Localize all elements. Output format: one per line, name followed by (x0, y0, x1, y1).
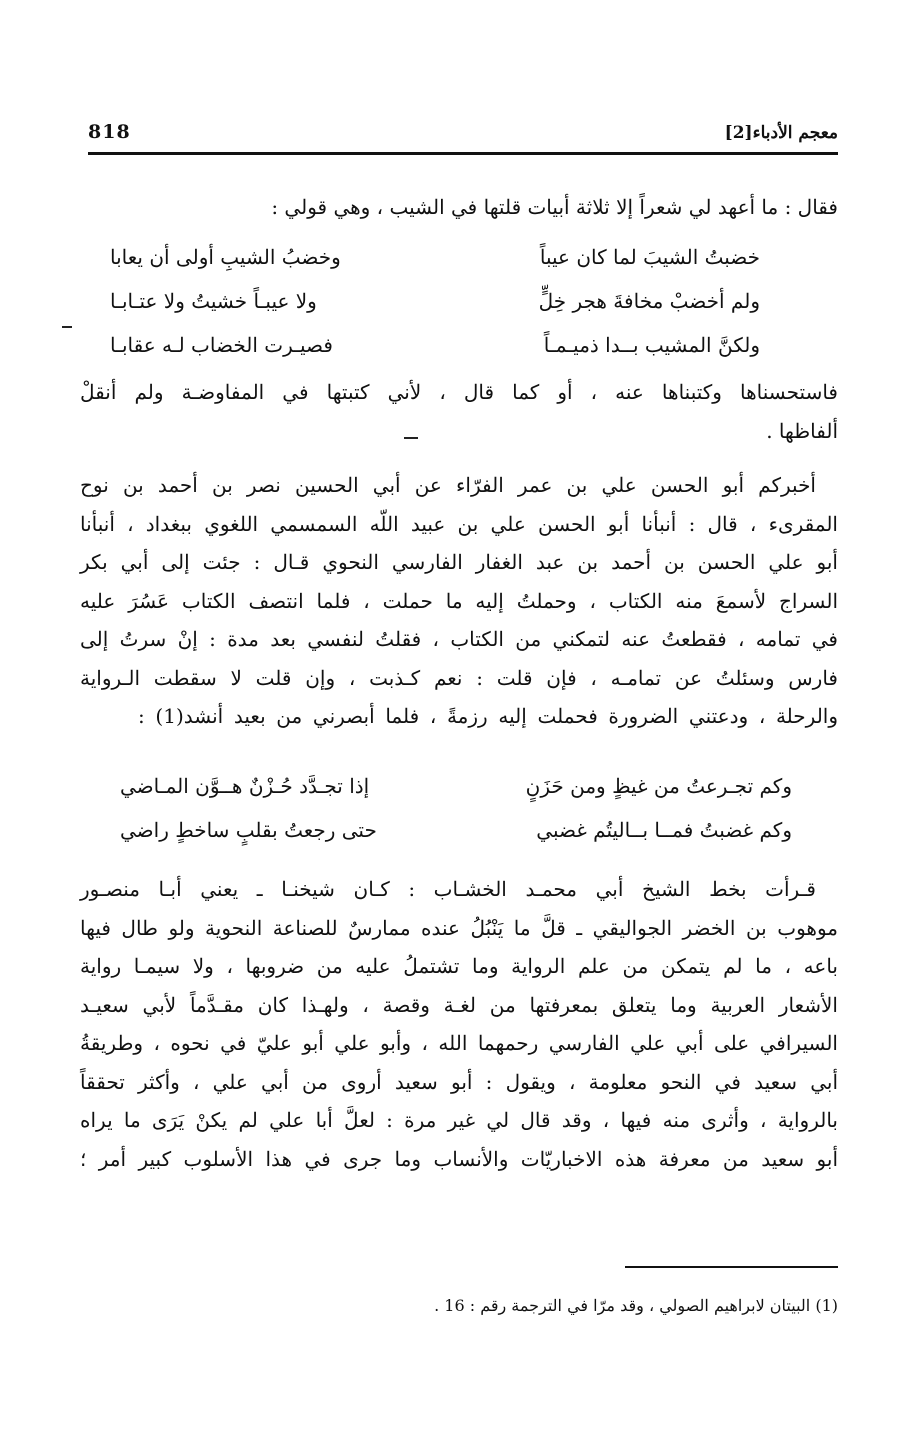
page-number: 818 (88, 121, 131, 143)
text-line: ألفاظها . (766, 418, 838, 443)
paragraph-isnad (80, 466, 838, 736)
text-line: باعه ، ما لم يتمكن من علم الرواية وما تشتملُ عليه من ضروبها ، ولا سيمـا رواية (80, 954, 838, 978)
text-line: فاستحسناها وكتبناها عنه ، أو كما قال ، لأني كتبتها في المفاوضـة ولم أنقلْ (80, 380, 838, 404)
verse-second-hemistich: ولا عيبـاً خشيتُ ولا عتـابـا (110, 289, 317, 313)
text-line: في تمامه ، فقطعتُ عنه لتمكني من الكتاب ، فقلتُ لنفسي بعد مدة : إنْ سرتُ إلى (80, 627, 838, 651)
text-line: أخبركم أبو الحسن علي بن عمر الفرّاء عن أبي الحسين نصر بن أحمد بن نوح (80, 473, 816, 497)
verse (120, 764, 792, 808)
verse (110, 323, 760, 367)
paragraph-intro (80, 188, 838, 227)
verse-second-hemistich: إذا تجـدَّد حُـزْنٌ هــوَّن المـاضي (120, 774, 370, 798)
paragraph-khashshab (80, 870, 838, 1178)
text-line: موهوب بن الخضر الجواليقي ـ قلَّ ما يَنْبُلُ عنده ممارسٌ للصناعة النحوية ولو طال فيها (80, 915, 838, 940)
text-line: بالرواية ، وأثرى منه فيها ، وقد قال لي غير مرة : لعلَّ أبا علي لم يكنْ يَرَى ما يراه (80, 1108, 838, 1132)
verse (110, 235, 760, 279)
verse-first-hemistich: وكم تجـرعتُ من غيظٍ ومن حَزَنٍ (525, 774, 792, 798)
text-line: السراج لأسمعَ منه الكتاب ، وحملتُ إليه ما حملت ، فلما انتصف الكتاب عَسُرَ عليه (80, 588, 838, 613)
text-line: فقال : ما أعهد لي شعراً إلا ثلاثة أبيات قلتها في الشيب ، وهي قولي : (271, 195, 838, 219)
verse-second-hemistich: حتى رجعتُ بقلبٍ ساخطٍ راضي (120, 818, 377, 842)
verse-second-hemistich: وخضبُ الشيبِ أولى أن يعابا (110, 245, 341, 269)
verse-second-hemistich: فصيـرت الخضاب لـه عقابـا (110, 333, 333, 357)
running-title: معجم الأدباء[2] (724, 123, 838, 143)
text-line: والرحلة ، ودعتني الضرورة فحملت إليه رزمةً ، فلما أبصرني من بعيد أنشد(1) : (138, 704, 838, 728)
text-line: الأشعار العربية وما يتعلق بمعرفتها من لغـة وقصة ، ولهـذا كان مقـدَّماً لأبي سعيـد (80, 992, 838, 1017)
footnote: (1) البيتان لابراهيم الصولي ، وقد مرّا في الترجمة رقم : 16 . (434, 1296, 838, 1315)
text-line: المقرىء ، قال : أنبأنا أبو الحسن علي بن عبيد اللّه السمسمي اللغوي ببغداد ، أنبأنا (80, 511, 838, 536)
footnote-rule (625, 1266, 838, 1268)
page-header (88, 117, 838, 151)
poem-grey-hair (110, 235, 760, 367)
verse-first-hemistich: وكم غضبتُ فمــا بــاليتُم غضبي (536, 818, 792, 842)
verse-first-hemistich: ولكنَّ المشيب بــدا ذميـمـاً (543, 333, 760, 357)
paragraph-copied (80, 373, 838, 450)
text-line: فارس وسئلتُ عن تمامـه ، فإن قلت : نعم كـذبت ، وإن قلت لا سقطت الـرواية (80, 665, 838, 690)
text-line: أبو علي الحسن بن أحمد بن عبد الغفار الفارسي النحوي قـال : جئت إلى أبي بكر (80, 550, 838, 574)
verse-first-hemistich: ولم أخضبْ مخافةَ هجر خِلٍّ (538, 289, 760, 313)
stray-mark (62, 326, 72, 328)
header-rule (88, 152, 838, 155)
poem-sorrow (120, 764, 792, 852)
stray-mark (404, 437, 418, 439)
text-line: أبي سعيد في النحو معلومة ، ويقول : أبو سعيد أروى من أبي علي ، وأكثر تحققاً (80, 1069, 838, 1094)
verse (120, 808, 792, 852)
text-line: أبو سعيد من معرفة هذه الاخباريّات والأنساب وما جرى في هذا الأسلوب كبير أمر ؛ (80, 1146, 838, 1171)
verse-first-hemistich: خضبتُ الشيبَ لما كان عيباً (539, 245, 760, 269)
text-line: قـرأت بخط الشيخ أبي محمـد الخشـاب : كـان شيخنـا ـ يعني أبـا منصـور (80, 877, 816, 901)
text-line: السيرافي على أبي علي الفارسي رحمهما الله ، وأبو علي أبو عليّ في نحوه ، وطريقةُ (80, 1031, 838, 1055)
verse (110, 279, 760, 323)
